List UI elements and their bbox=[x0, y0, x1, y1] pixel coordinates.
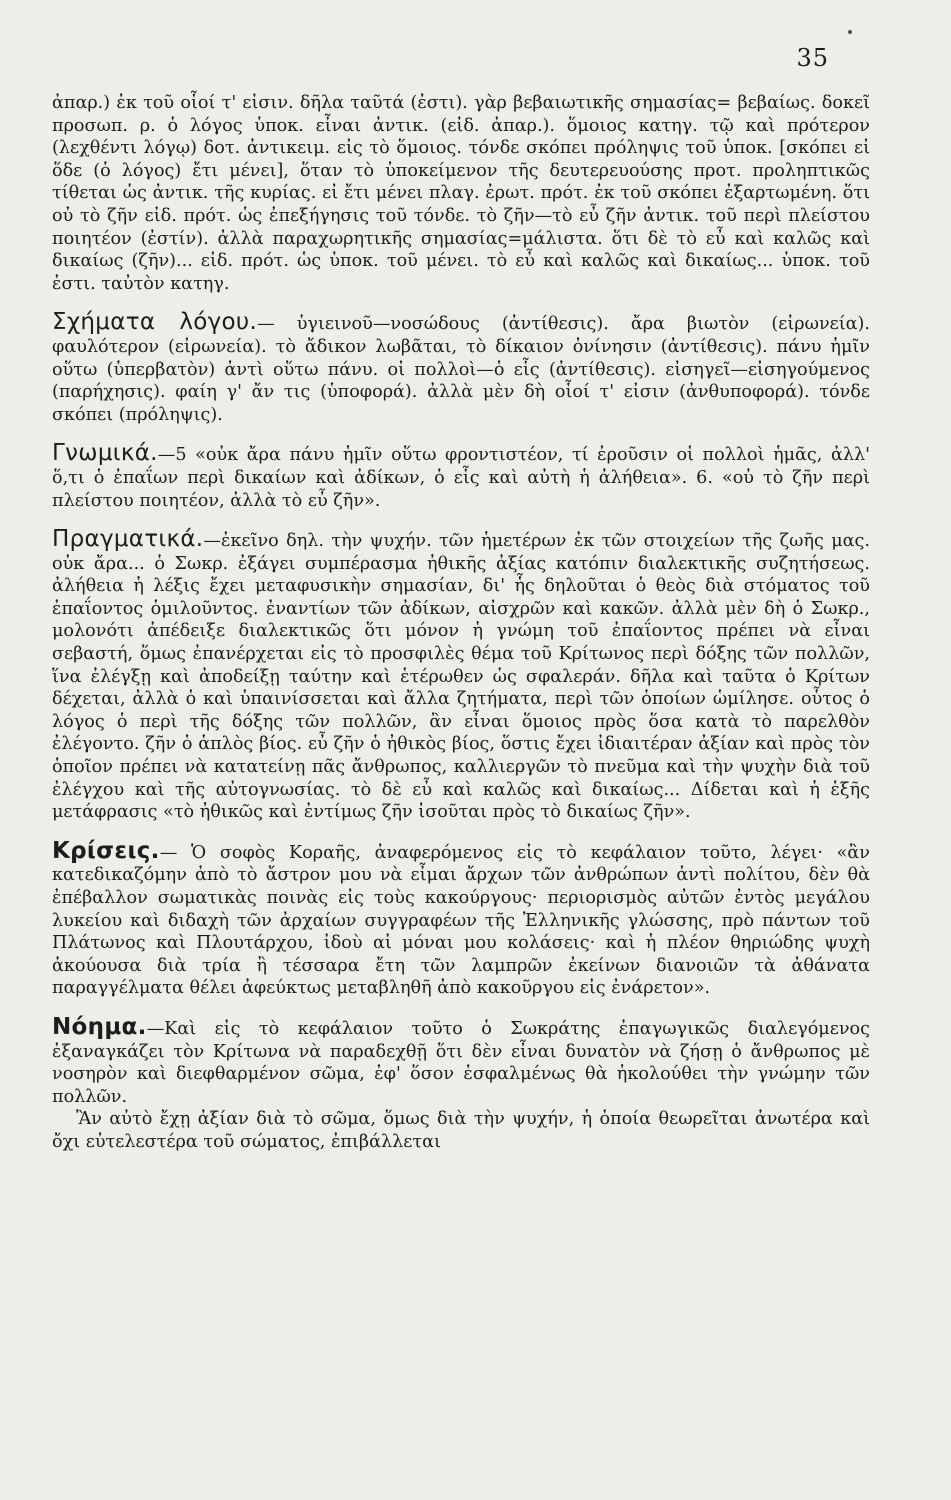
section-text: —Καὶ εἰς τὸ κεφάλαιον τοῦτο ὁ Σωκράτης ἐπαγωγικῶς διαλεγόμενος ἐξαναγκάζει τὸν Κρίτωνα νὰ παραδεχθῇ ὅτι δὲν εἶναι δυνατὸν νὰ ζήσῃ ὁ ἄνθρωπος μὲ νοσηρὸν καὶ διεφθαρμένον σῶμα, ἐφ' ὅσον ἐσφαλμένως θὰ ἠκολούθει τὴν γνώμην τῶν πολλῶν. bbox=[52, 1018, 870, 1107]
section-heading: Κρίσεις. bbox=[52, 837, 160, 864]
section-text: —ἐκεῖνο δηλ. τὴν ψυχήν. τῶν ἡμετέρων ἐκ τῶν στοιχείων τῆς ζωῆς μας. οὐκ ἄρα... ὁ Σωκρ. ἐξάγει συμπέρασμα ἠθικῆς ἀξίας κατόπιν διαλεκτικῆς συζητήσεως. ἀλήθεια ἡ λέξις ἔχει μεταφυσικὴν σημασίαν, δι' ἧς δηλοῦται ὁ θεὸς διὰ στόματος τοῦ ἐπαΐοντος ὁμιλοῦντος. ἐναντίων τῶν ἀδίκων, αἰσχρῶν καὶ κακῶν. ἀλλὰ μὲν δὴ ὁ Σωκρ., μολονότι ἀπέδειξε διαλεκτικῶς ὅτι μόνον ἡ γνώμη τοῦ ἐπαΐοντος πρέπει νὰ εἶναι σεβαστή, ὅμως ἐπανέρχεται εἰς τὸ προσφιλὲς θέμα τοῦ Κρίτωνος περὶ δόξης τῶν πολλῶν, ἵνα ἐλέγξῃ καὶ ἀποδείξῃ ταύτην καὶ ἑτέρωθεν ὡς σφαλεράν. δῆλα καὶ ταῦτα ὁ Κρίτων δέχεται, ἀλλὰ ὁ καὶ ὑπαινίσσεται καὶ ἄλλα ζητήματα, περὶ τῶν ὁποίων ὡμίλησε. οὗτος ὁ λόγος ὁ περὶ τῆς δόξης τῶν πολλῶν, ἂν εἶναι ὅμοιος πρὸς ὅσα κατὰ τὸ παρελθὸν ἐλέγοντο. ζῆν ὁ ἁπλὸς βίος. εὖ ζῆν ὁ ἠθικὸς βίος, ὅστις ἔχει ἰδιαιτέραν ἀξίαν καὶ πρὸς τὸν ὁποῖον πρέπει νὰ κατατείνῃ πᾶς ἄνθρωπος, καλλιεργῶν τὸ πνεῦμα καὶ τὴν ψυχὴν διὰ τοῦ ἐλέγχου καὶ τῆς αὐτογνωσίας. τὸ δὲ εὖ καὶ καλῶς καὶ δικαίως... Δίδεται καὶ ἡ ἑξῆς μετάφρασις «τὸ ἠθικῶς καὶ ἐντίμως ζῆν ἰσοῦται πρὸς τὸ δικαίως ζῆν». bbox=[52, 531, 870, 823]
section-text: —5 «οὐκ ἄρα πάνυ ἡμῖν οὕτω φροντιστέον, τί ἐροῦσιν οἱ πολλοὶ ἡμᾶς, ἀλλ' ὅ,τι ὁ ἐπαΐων περὶ δικαίων καὶ ἀδίκων, ὁ εἷς καὶ αὐτὴ ἡ ἀλήθεια». 6. «οὐ τὸ ζῆν περὶ πλείστου ποιητέον, ἀλλὰ τὸ εὖ ζῆν». bbox=[52, 445, 870, 511]
section-text: — ὑγιεινοῦ—νοσώδους (ἀντίθεσις). ἄρα βιωτὸν (εἰρωνεία). φαυλότερον (εἰρωνεία). τὸ ἄδικον λωβᾶται, τὸ δίκαιον ὀνίνησιν (ἀντίθεσις). πάνυ ἡμῖν οὕτω (ὑπερβατὸν) ἀντὶ οὕτω πάνυ. οἱ πολλοὶ—ὁ εἷς (ἀντίθεσις). εἰσηγεῖ—εἰσηγούμενος (παρήχησις). φαίη γ' ἄν τις (ὑποφορά). ἀλλὰ μὲν δὴ οἷοί τ' εἰσιν (ἀνθυποφορά). τόνδε σκόπει (πρόληψις). bbox=[52, 314, 870, 425]
section-judgments bbox=[52, 837, 870, 1000]
section-heading: Γνωμικά. bbox=[52, 440, 158, 467]
section-meaning-continuation: Ἂν αὐτὸ ἔχῃ ἀξίαν διὰ τὸ σῶμα, ὅμως διὰ τὴν ψυχήν, ἡ ὁποία θεωρεῖται ἀνωτέρα καὶ ὄχι εὐτελεστέρα τοῦ σώματος, ἐπιβάλλεται bbox=[52, 1109, 870, 1152]
section-figures-of-speech bbox=[52, 311, 870, 426]
section-heading: Σχήματα λόγου. bbox=[52, 309, 258, 336]
section-heading: Νόημα. bbox=[52, 1013, 147, 1040]
section-factual-notes bbox=[52, 528, 870, 824]
section-heading: Πραγματικά. bbox=[52, 526, 204, 553]
page-number: 35 bbox=[796, 44, 829, 72]
intro-paragraph: ἀπαρ.) ἐκ τοῦ οἷοί τ' εἰσιν. δῆλα ταῦτά (ἐστι). γὰρ βεβαιωτικῆς σημασίας= βεβαίως. δοκεῖ προσωπ. ρ. ὁ λόγος ὑποκ. εἶναι ἀντικ. (εἰδ. ἀπαρ.). ὅμοιος κατηγ. τῷ καὶ πρότερον (λεχθέντι λόγῳ) δοτ. ἀντικειμ. εἰς τὸ ὅμοιος. τόνδε σκόπει πρόληψις τοῦ ὑποκ. [σκόπει εἰ ὅδε (ὁ λόγος) ἔτι μένει], ὅταν τὸ ὑποκείμενον τῆς δευτερευούσης προτ. προληπτικῶς τίθεται ὡς ἀντικ. τῆς κυρίας. εἰ ἔτι μένει πλαγ. ἐρωτ. πρότ. ἐκ τοῦ σκόπει ἐξαρτωμένη. ὅτι οὐ τὸ ζῆν εἰδ. πρότ. ὡς ἐπεξήγησις τοῦ τόνδε. τὸ ζῆν—τὸ εὖ ζῆν ἀντικ. τοῦ περὶ πλείστου ποιητέον (ἐστίν). ἀλλὰ παραχωρητικῆς σημασίας=μάλιστα. ὅτι δὲ τὸ εὖ καὶ καλῶς καὶ δικαίως (ζῆν)... εἰδ. πρότ. ὡς ὑποκ. τοῦ μένει. τὸ εὖ καὶ καλῶς καὶ δικαίως... ὑποκ. τοῦ ἐστι. ταὐτὸν κατηγ. bbox=[52, 93, 870, 294]
ink-mark bbox=[848, 30, 852, 34]
section-text: — Ὁ σοφὸς Κοραῆς, ἀναφερόμενος εἰς τὸ κεφάλαιον τοῦτο, λέγει· «ἂν κατεδικαζόμην ἀπὸ τὸ ἄστρον μου νὰ εἶμαι ἄρχων τῶν ἀνθρώπων ἀντὶ πολίτου, δὲν θὰ ἐπέβαλλον σωματικὰς ποινὰς εἰς τοὺς κακούργους· περιορισμὸς αὐτῶν ἐντὸς μεγάλου λυκείου καὶ διδαχὴ τῶν ἀρχαίων συγγραφέων τῆς Ἑλληνικῆς γλώσσης, πρὸ πάντων τοῦ Πλάτωνος καὶ Πλουτάρχου, ἰδοὺ αἱ μόναι μου κολάσεις· καὶ ἡ πλέον θηριώδης ψυχὴ ἀκούουσα διὰ τρία ἢ τέσσαρα ἔτη τῶν λαμπρῶν ἐκείνων διανοιῶν τὰ ἀθάνατα παραγγέλματα θέλει ἀφεύκτως μεταβληθῆ ἀπὸ κακοῦργου εἰς ἐνάρετον». bbox=[52, 842, 870, 999]
page-body bbox=[52, 92, 870, 1154]
section-maxims bbox=[52, 442, 870, 512]
section-meaning bbox=[52, 1013, 870, 1108]
